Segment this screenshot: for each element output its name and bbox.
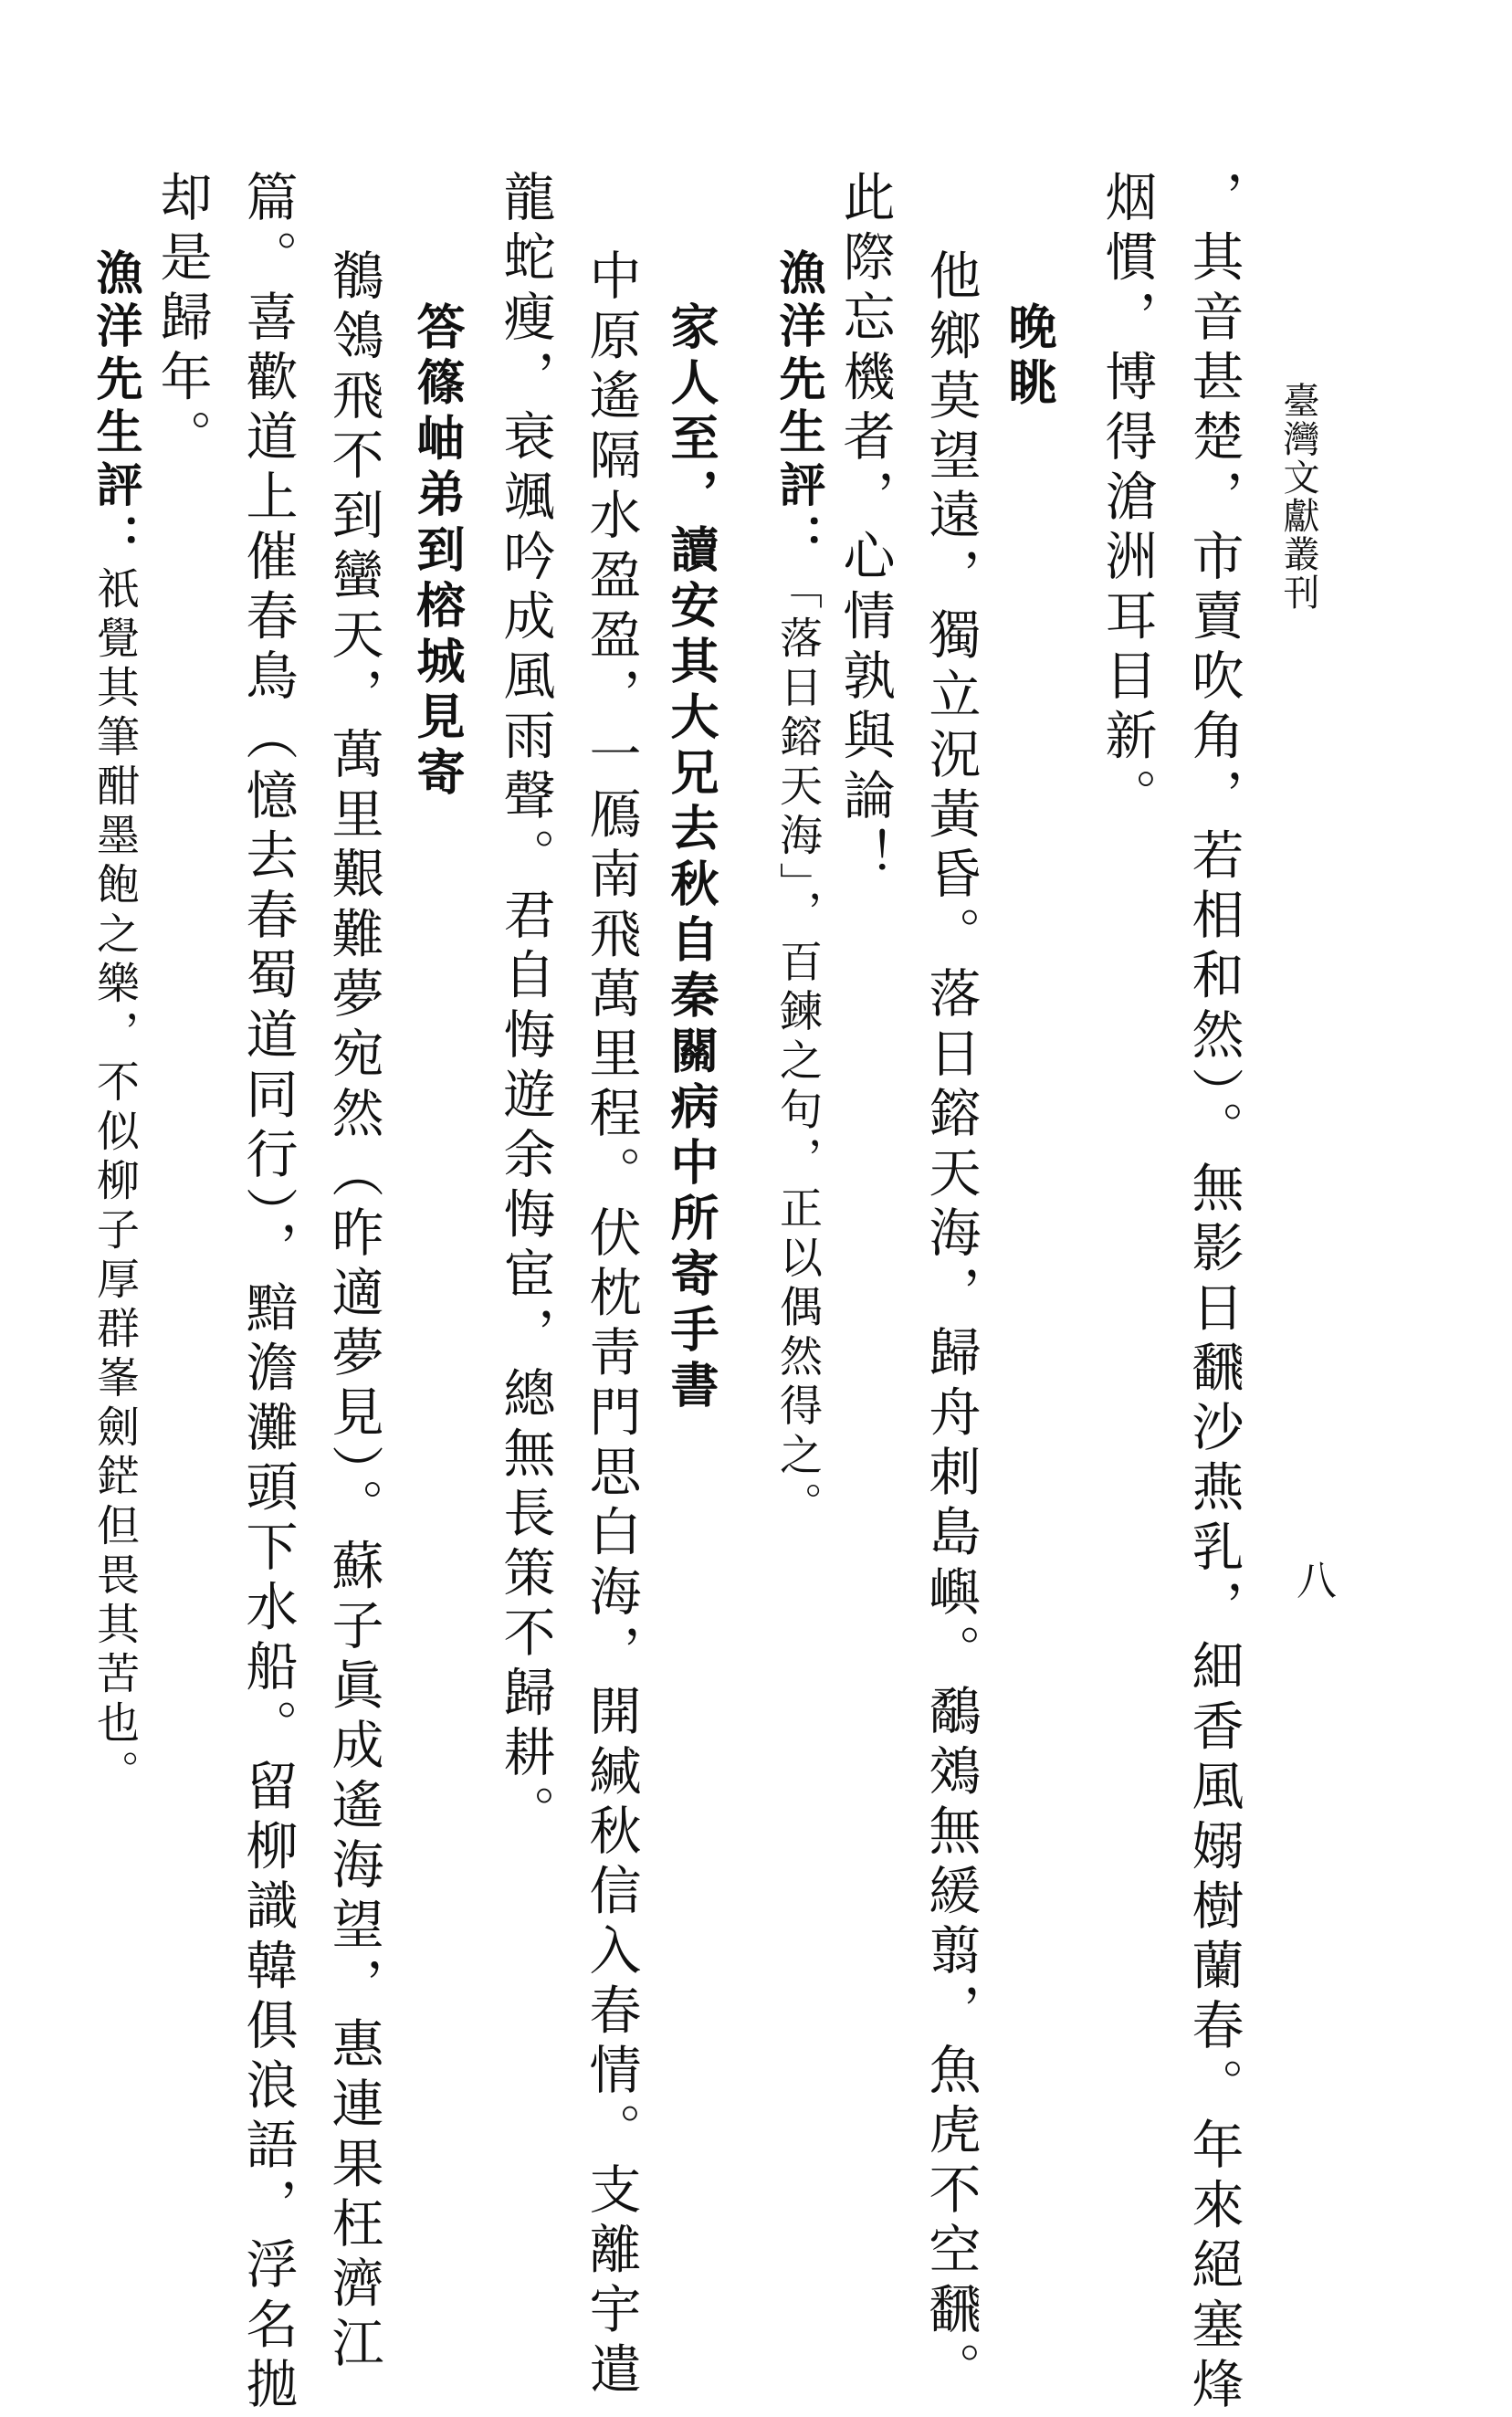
commentary-text: 「落日鎔天海」，百鍊之句，正以偶然得之。 <box>772 566 823 1531</box>
poem-line: 鶺鴒飛不到蠻天，萬里艱難夢宛然（昨適夢見）。蘇子眞成遙海望，惠連果枉濟江 <box>323 248 383 2376</box>
poem-line: 篇。喜歡道上催春鳥（憶去春蜀道同行），黯澹灘頭下水船。留柳識韓俱浪語，浮名拋 <box>237 170 298 2417</box>
poem-line: 烟慣，博得滄洲耳目新。 <box>1097 170 1157 828</box>
poem-title: 家人至，讀安其大兄去秋自秦關病中所寄手書 <box>663 301 719 1415</box>
poem-title: 晚眺 <box>1001 301 1056 413</box>
page-number: 八 <box>1297 1558 1337 1604</box>
commentary-label: 漁洋先生評： <box>771 248 824 566</box>
poem-line: 此際忘機者，心情孰與論！ <box>835 170 895 888</box>
poem-line: 龍蛇瘦，衰颯吟成風雨聲。君自悔遊余悔宦，總無長策不歸耕。 <box>495 170 555 1844</box>
poem-title: 答篠岫弟到榕城見寄 <box>409 301 465 803</box>
commentary-text: 祇覺其筆酣墨飽之樂，不似柳子厚群峯劍鋩但畏其苦也。 <box>89 566 140 1799</box>
commentary-label: 漁洋先生評： <box>88 248 142 566</box>
poem-line: 中原遙隔水盈盈，一鴈南飛萬里程。伏枕靑門思白海，開緘秋信入春情。支離宇遣 <box>581 248 641 2401</box>
running-header-title: 臺灣文獻叢刊 <box>1277 382 1319 612</box>
commentary <box>88 248 142 1799</box>
poem-line: 却是歸年。 <box>152 170 212 469</box>
commentary <box>771 248 824 1531</box>
poem-line: ，其音甚楚，市賣吹角，若相和然）。無影日飜沙燕乳，細香風嫋樹蘭春。年來絕塞烽 <box>1183 170 1244 2417</box>
poem-line: 他鄉莫望遠，獨立況黃昏。落日鎔天海，歸舟刺島嶼。鷸鵁無緩翦，魚虎不空飜。 <box>920 248 981 2401</box>
